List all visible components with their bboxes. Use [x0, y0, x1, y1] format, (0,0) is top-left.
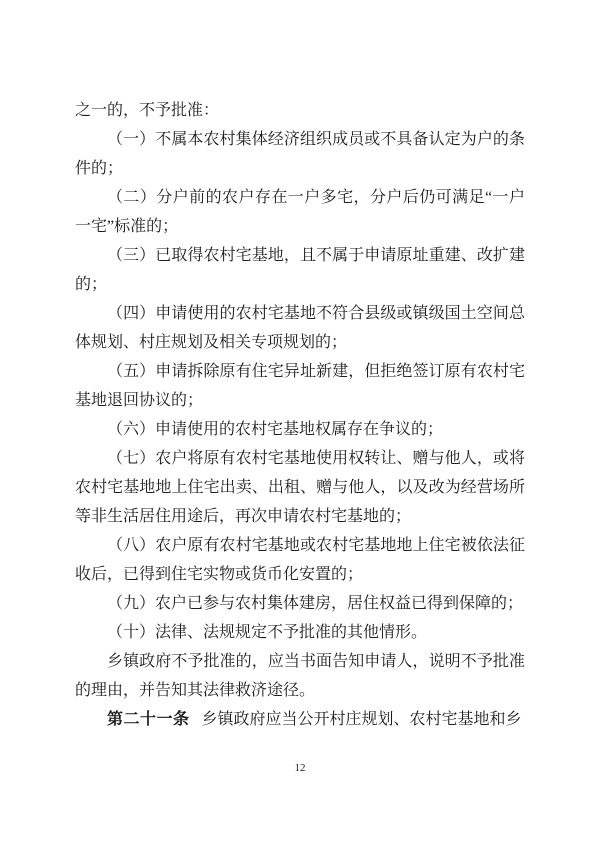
list-item-2: （二）分户前的农户存在一户多宅，分户后仍可满足“一户一宅”标准的； [75, 189, 525, 235]
article-21-number: 第二十一条 [107, 711, 190, 728]
paragraph-continuation: 之一的，不予批准： [75, 102, 220, 119]
article-21-text: 乡镇政府应当公开村庄规划、农村宅基地和乡 [201, 711, 522, 728]
list-item-9: （九）农户已参与农村集体建房，居住权益已得到保障的； [107, 595, 524, 612]
list-item-4: （四）申请使用的农村宅基地不符合县级或镇级国土空间总体规划、村庄规划及相关专项规划的； [75, 305, 525, 351]
list-item-8: （八）农户原有农村宅基地或农村宅基地地上住宅被依法征收后，已得到住宅实物或货币化安置的； [75, 537, 525, 583]
list-item-10: （十）法律、法规规定不予批准的其他情形。 [107, 624, 428, 641]
list-item-1: （一）不属本农村集体经济组织成员或不具备认定为户的条件的； [75, 131, 525, 177]
paragraph-article-21 [75, 705, 525, 734]
page-number: 12 [294, 762, 306, 774]
list-item-6: （六）申请使用的农村宅基地权属存在争议的； [107, 421, 444, 438]
list-item-5: （五）申请拆除原有住宅异址新建，但拒绝签订原有农村宅基地退回协议的； [75, 363, 525, 409]
list-item-3: （三）已取得农村宅基地，且不属于申请原址重建、改扩建的； [75, 247, 525, 293]
document-body [75, 96, 525, 734]
list-item-7: （七）农户将原有农村宅基地使用权转让、赠与他人，或将农村宅基地地上住宅出卖、出租、赠与他人，以及改为经营场所等非生活居住用途后，再次申请农村宅基地的； [75, 450, 525, 525]
paragraph-notice: 乡镇政府不予批准的，应当书面告知申请人，说明不予批准的理由，并告知其法律救济途径。 [75, 653, 525, 699]
